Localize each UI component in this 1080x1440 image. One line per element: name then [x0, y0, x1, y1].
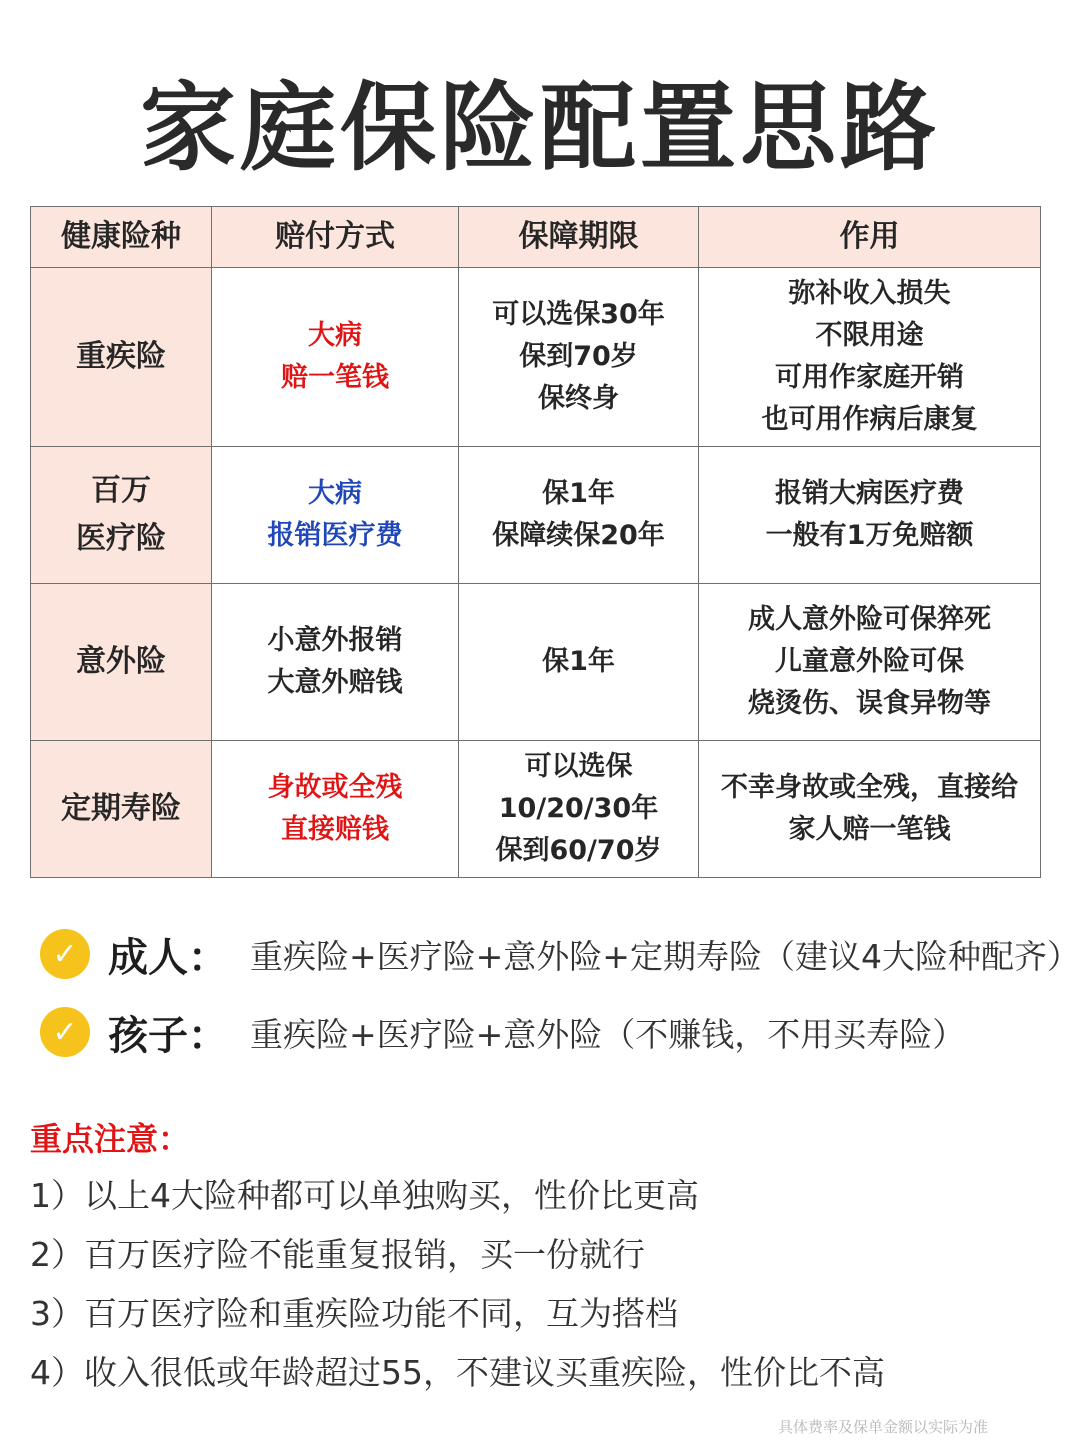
table-row — [31, 741, 1041, 878]
cell-line: 小意外报销 — [267, 625, 403, 656]
note-item: 2）百万医疗险不能重复报销，买一份就行 — [30, 1235, 645, 1274]
cell-term — [459, 741, 699, 878]
cell-use — [699, 741, 1041, 878]
cell-line: 不幸身故或全残，直接给 — [721, 772, 1018, 803]
cell-line: 不限用途 — [815, 320, 924, 351]
cell-type — [31, 447, 212, 584]
note-item: 3）百万医疗险和重疾险功能不同，互为搭档 — [30, 1294, 678, 1333]
cell-type — [31, 584, 212, 741]
cell-payout — [212, 584, 459, 741]
plan-adult — [40, 924, 1080, 984]
cell-line: 保障续保20年 — [492, 520, 665, 551]
header-type: 健康险种 — [31, 207, 212, 268]
plan-text: 重疾险+医疗险+意外险+定期寿险（建议4大险种配齐） — [250, 936, 1080, 976]
cell-line: 10/20/30年 — [498, 793, 659, 824]
cell-payout — [212, 741, 459, 878]
check-icon: ✓ — [40, 929, 90, 979]
cell-line: 报销大病医疗费 — [775, 478, 964, 509]
check-icon: ✓ — [40, 1007, 90, 1057]
cell-line: 烧烫伤、误食异物等 — [748, 688, 991, 719]
cell-payout — [212, 268, 459, 447]
cell-line: 直接赔钱 — [281, 814, 389, 845]
cell-term — [459, 584, 699, 741]
cell-line: 定期寿险 — [61, 791, 181, 826]
cell-line: 弥补收入损失 — [788, 278, 951, 309]
cell-line: 可用作家庭开销 — [775, 362, 964, 393]
cell-use — [699, 268, 1041, 447]
cell-line: 儿童意外险可保 — [775, 646, 964, 677]
notes-title: 重点注意： — [30, 1120, 191, 1158]
plan-text: 重疾险+医疗险+意外险（不赚钱，不用买寿险） — [250, 1014, 966, 1054]
cell-line: 可以选保 — [524, 751, 633, 782]
plan-who: 成人： — [108, 934, 228, 981]
plan-who: 孩子： — [108, 1012, 228, 1059]
note-item: 1）以上4大险种都可以单独购买，性价比更高 — [30, 1176, 699, 1215]
cell-line: 报销医疗费 — [267, 520, 403, 551]
disclaimer: 具体费率及保单金额以实际为准 — [777, 1418, 988, 1436]
cell-line: 保到60/70岁 — [495, 835, 662, 866]
cell-line: 身故或全残 — [267, 772, 403, 803]
table-row — [31, 447, 1041, 584]
plan-child — [40, 1002, 965, 1062]
header-term: 保障期限 — [459, 207, 699, 268]
cell-line: 家人赔一笔钱 — [788, 814, 951, 845]
cell-line: 大意外赔钱 — [267, 667, 403, 698]
cell-term — [459, 447, 699, 584]
cell-use — [699, 447, 1041, 584]
table-row — [31, 268, 1041, 447]
cell-use — [699, 584, 1041, 741]
cell-line: 保到70岁 — [519, 341, 638, 372]
cell-line: 大病 — [308, 320, 362, 351]
page-title: 家庭保险配置思路 — [140, 72, 940, 184]
cell-line: 也可用作病后康复 — [761, 404, 978, 435]
cell-type — [31, 268, 212, 447]
insurance-table — [30, 206, 1041, 878]
header-payout: 赔付方式 — [212, 207, 459, 268]
cell-line: 成人意外险可保猝死 — [748, 604, 991, 635]
header-use: 作用 — [699, 207, 1041, 268]
cell-payout — [212, 447, 459, 584]
table-header-row — [31, 207, 1041, 268]
cell-line: 可以选保30年 — [492, 299, 665, 330]
cell-line: 保1年 — [542, 478, 615, 509]
cell-line: 一般有1万免赔额 — [765, 520, 974, 551]
cell-line: 保1年 — [542, 646, 615, 677]
cell-type — [31, 741, 212, 878]
cell-line: 百万 — [91, 473, 151, 508]
cell-term — [459, 268, 699, 447]
cell-line: 医疗险 — [76, 521, 166, 556]
cell-line: 赔一笔钱 — [281, 362, 389, 393]
cell-line: 保终身 — [538, 383, 619, 414]
cell-line: 重疾险 — [76, 339, 166, 374]
cell-line: 意外险 — [76, 644, 166, 679]
cell-line: 大病 — [308, 478, 362, 509]
note-item: 4）收入很低或年龄超过55，不建议买重疾险，性价比不高 — [30, 1353, 885, 1392]
table-row — [31, 584, 1041, 741]
